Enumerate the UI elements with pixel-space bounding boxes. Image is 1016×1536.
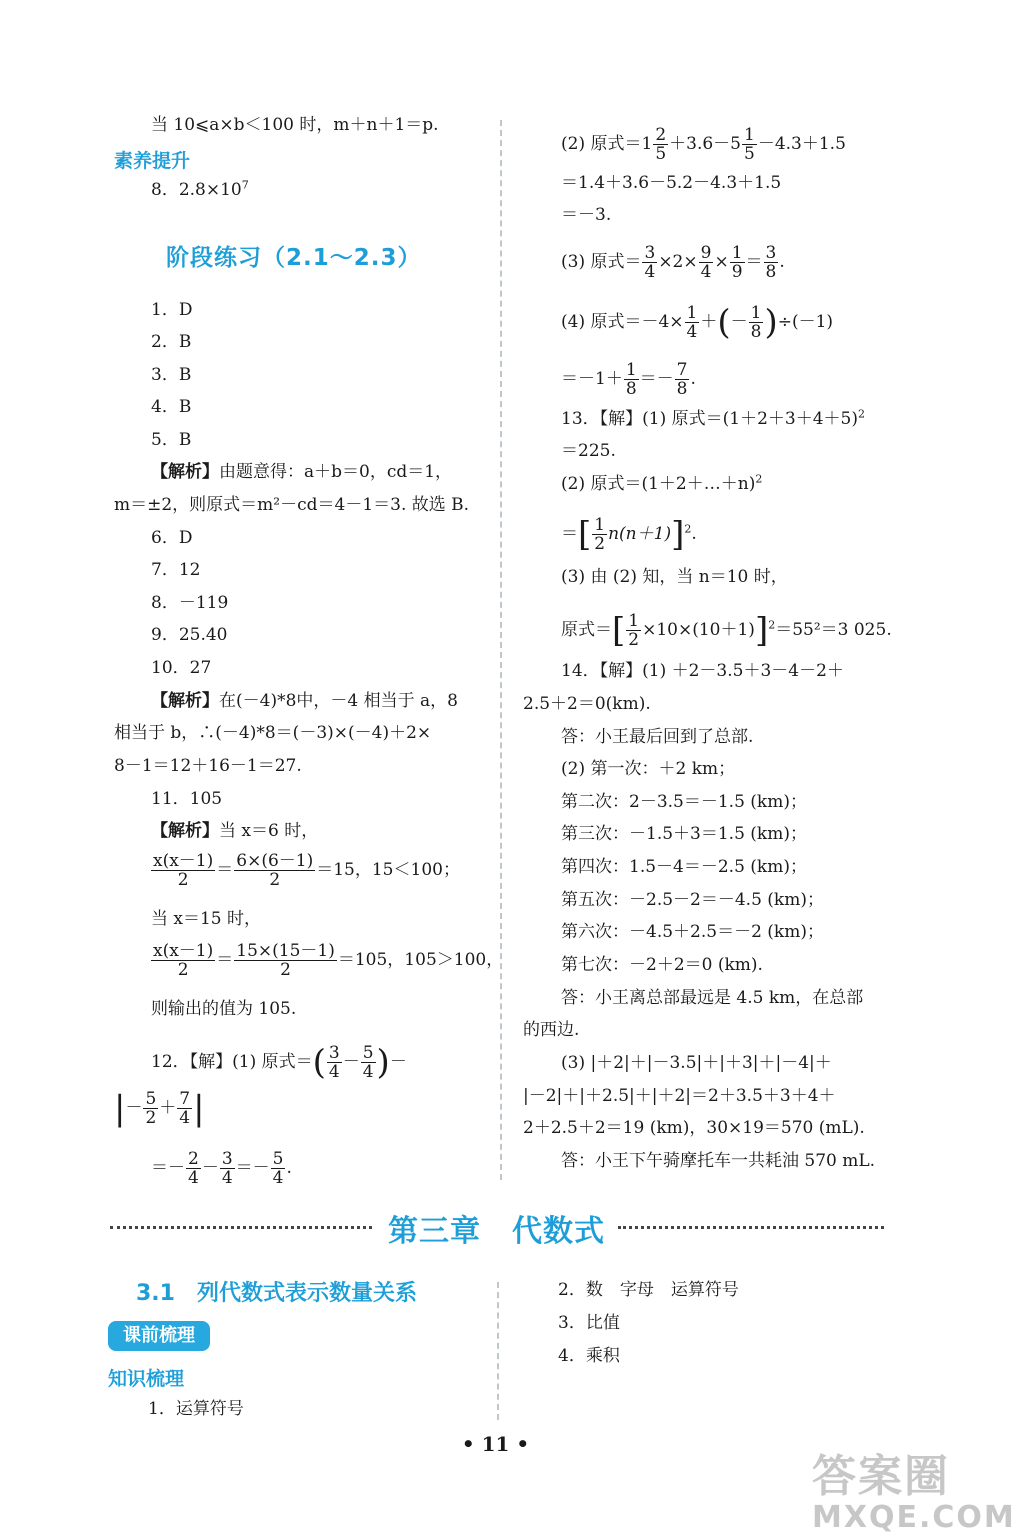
column-divider-2 <box>497 1282 499 1420</box>
answer-12-line2: |－ $\frac{5}{2}$ ＋ $\frac{7}{4}$ | <box>114 1088 205 1129</box>
r-answer-14-line7: 第四次：1.5－4＝－2.5 (km)； <box>561 857 807 877</box>
badge-kaqian: 课前梳理 <box>108 1321 210 1351</box>
r-answer-14-line12: 的西边. <box>523 1020 580 1040</box>
chapter-rule-left <box>110 1226 372 1229</box>
answer-2: 2．B <box>151 332 192 352</box>
equation-11-1: $\frac{x(x-1)}{2}$ ＝ $\frac{6\times(6-1)}{2}$ ＝15，15＜100； <box>153 851 460 890</box>
r-answer-12-3: (3) 原式＝ $\frac{3}{4}$ ×2× $\frac{9}{4}$ × $\frac{1}{9}$ ＝ $\frac{3}{8}$ . <box>561 243 785 282</box>
r-answer-12-4-line1: (4) 原式＝－4× $\frac{1}{4}$ ＋(－ $\frac{1}{8}$ )÷(－1) <box>561 302 834 343</box>
explanation-11-line3: 则输出的值为 105. <box>151 999 297 1019</box>
r-answer-14-line3: 答：小王最后回到了总部. <box>561 727 754 747</box>
section-title: 阶段练习（2.1～2.3） <box>166 245 422 271</box>
watermark: 答案圈 MXQE.COM <box>812 1451 1016 1535</box>
r-answer-13-line2: ＝225. <box>561 441 616 461</box>
page-number: • 11 • <box>461 1432 530 1456</box>
column-divider <box>500 120 502 1180</box>
r-answer-14-line16: 答：小王下午骑摩托车一共耗油 570 mL. <box>561 1151 876 1171</box>
explanation-11-line2: 当 x＝15 时， <box>151 909 262 929</box>
r-answer-14-line6: 第三次：－1.5＋3＝1.5 (km)； <box>561 824 807 844</box>
answer-12-line1: 12．【解】(1) 原式＝( $\frac{3}{4}$ － $\frac{5}{4}$ )－ <box>151 1042 407 1083</box>
r-answer-12-2-line2: ＝1.4＋3.6－5.2－4.3＋1.5 <box>561 173 782 193</box>
chapter-rule-right <box>618 1226 884 1229</box>
r-answer-14-line13: (3) |＋2|＋|－3.5|＋|＋3|＋|－4|＋ <box>561 1053 832 1073</box>
r-answer-14-line9: 第六次：－4.5＋2.5＝－2 (km)； <box>561 922 824 942</box>
r-answer-13-line4: ＝[ $\frac{1}{2}$ n(n＋1)]$^2$. <box>561 514 697 555</box>
answer-11: 11．105 <box>151 789 223 809</box>
explanation-5-line1: 【解析】由题意得：a＋b＝0，cd＝1， <box>151 462 453 482</box>
subheading-suyang: 素养提升 <box>114 151 191 172</box>
text-line: 当 10⩽a×b＜100 时，m＋n＋1＝p. <box>151 115 439 135</box>
kb-item-3: 3．比值 <box>558 1313 620 1333</box>
answer-8b: 8．－119 <box>151 593 229 613</box>
explanation-10-line3: 8－1＝12＋16－1＝27. <box>114 756 302 776</box>
r-answer-14-line11: 答：小王离总部最远是 4.5 km，在总部 <box>561 988 864 1008</box>
r-answer-13-line6: 原式＝[ $\frac{1}{2}$ ×10×(10＋1)]$^2$＝55²＝3 025. <box>561 610 892 651</box>
answer-3: 3．B <box>151 365 192 385</box>
answer-9: 9．25.40 <box>151 625 228 645</box>
r-answer-12-2-line3: ＝－3. <box>561 205 612 225</box>
equation-11-2: $\frac{x(x-1)}{2}$ ＝ $\frac{15\times(15-1)}{2}$ ＝105，105＞100， <box>153 941 504 980</box>
section-3-1-title: 3.1 列代数式表示数量关系 <box>136 1281 417 1306</box>
subheading-zhishi: 知识梳理 <box>108 1369 185 1390</box>
answer-1: 1．D <box>151 300 193 320</box>
r-answer-14-line2: 2.5＋2＝0(km). <box>523 694 651 714</box>
chapter-title: 第三章 代数式 <box>388 1214 605 1249</box>
r-answer-12-2-line1: (2) 原式＝1 $\frac{2}{5}$ ＋3.6－5 $\frac{1}{5}$ －4.3＋1.5 <box>561 125 846 164</box>
r-answer-13-line5: (3) 由 (2) 知，当 n＝10 时， <box>561 567 788 587</box>
r-answer-14-line1: 14．【解】(1) ＋2－3.5＋3－4－2＋ <box>561 661 844 681</box>
r-answer-13-line1: 13．【解】(1) 原式$=(1+2+3+4+5)^2$ <box>561 407 865 429</box>
r-answer-12-4-line2: ＝－1＋ $\frac{1}{8}$ ＝－ $\frac{7}{8}$ . <box>561 360 696 399</box>
answer-8: 8．$2.8\times 10^7$ <box>151 178 249 200</box>
answer-7: 7．12 <box>151 560 201 580</box>
explanation-10-line1: 【解析】在(－4)*8中，－4 相当于 a，8 <box>151 691 458 711</box>
answer-10: 10．27 <box>151 658 212 678</box>
r-answer-14-line5: 第二次：2－3.5＝－1.5 (km)； <box>561 792 807 812</box>
kb-item-2: 2．数 字母 运算符号 <box>558 1280 739 1300</box>
r-answer-14-line15: 2＋2.5＋2＝19 (km)，30×19＝570 (mL). <box>523 1118 865 1138</box>
r-answer-14-line4: (2) 第一次：＋2 km； <box>561 759 736 779</box>
r-answer-14-line10: 第七次：－2＋2＝0 (km). <box>561 955 763 975</box>
r-answer-14-line8: 第五次：－2.5－2＝－4.5 (km)； <box>561 890 824 910</box>
explanation-5-line2: m＝±2，则原式＝m²－cd＝4－1＝3. 故选 B. <box>114 495 470 515</box>
answer-6: 6．D <box>151 528 193 548</box>
answer-4: 4．B <box>151 397 192 417</box>
kb-item-1: 1．运算符号 <box>148 1399 244 1419</box>
kb-item-4: 4．乘积 <box>558 1346 620 1366</box>
explanation-11-line1: 【解析】当 x＝6 时， <box>151 821 319 841</box>
explanation-10-line2: 相当于 b，∴(－4)*8＝(－3)×(－4)＋2× <box>114 723 432 743</box>
answer-5: 5．B <box>151 430 192 450</box>
r-answer-14-line14: |－2|＋|＋2.5|＋|＋2|＝2＋3.5＋3＋4＋ <box>523 1086 836 1106</box>
answer-12-line3: ＝－ $\frac{2}{4}$ － $\frac{3}{4}$ ＝－ $\frac{5}{4}$ . <box>151 1149 292 1188</box>
r-answer-13-line3: (2) 原式＝(1＋2＋…＋n)$^2$ <box>561 472 763 494</box>
